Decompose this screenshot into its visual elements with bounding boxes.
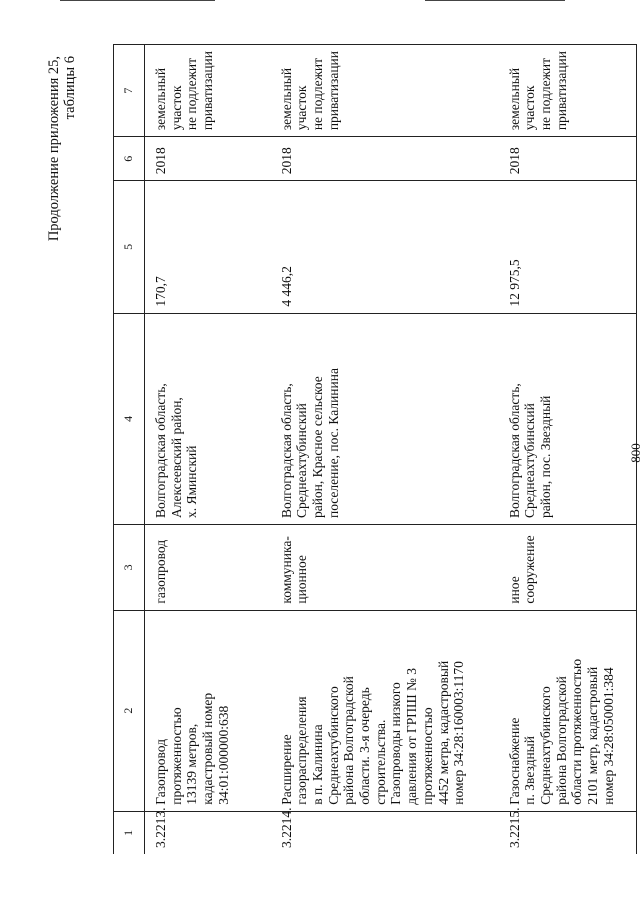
row-number: 3.2214. <box>271 811 499 854</box>
object-location: Волгоградская область, Среднеахтубинский район, пос. Звездный <box>499 313 637 524</box>
property-table <box>113 44 637 854</box>
row-number: 3.2215. <box>499 811 637 854</box>
table-row <box>271 45 499 855</box>
table-caption <box>46 56 78 316</box>
object-location: Волгоградская область, Алексеевский район, х. Яминский <box>145 313 271 524</box>
object-value: 12 975,5 <box>499 181 637 313</box>
row-number: 3.2213. <box>145 811 271 854</box>
col-header-5: 5 <box>114 181 145 313</box>
object-status: земельный участок не подлежит приватизации <box>499 45 637 137</box>
object-name: Газопровод протяженностью 13139 метров, кадастровый номер 34:01:000000:638 <box>145 610 271 811</box>
col-header-4: 4 <box>114 313 145 524</box>
object-name: Расширение газораспределения в п. Калинина Среднеахтубинского района Волгоградской области. 3-я очередь строительства. Газопроводы низкого давления от ГРПШ № 3 протяженностью 4452 метра, кадастровый номер 34:28:160003:1170 <box>271 610 499 811</box>
object-value: 4 446,2 <box>271 181 499 313</box>
col-header-3: 3 <box>114 525 145 611</box>
object-type: газопровод <box>145 525 271 611</box>
col-header-2: 2 <box>114 610 145 811</box>
object-status: земельный участок не подлежит приватизации <box>271 45 499 137</box>
object-year: 2018 <box>499 137 637 181</box>
page-number: 800 <box>628 443 643 463</box>
col-header-6: 6 <box>114 137 145 181</box>
object-year: 2018 <box>145 137 271 181</box>
caption-line-1: Продолжение приложения 25, <box>46 56 62 242</box>
col-header-7: 7 <box>114 45 145 137</box>
table-row <box>499 45 637 855</box>
object-type: иное сооружение <box>499 525 637 611</box>
object-value: 170,7 <box>145 181 271 313</box>
header-row <box>114 45 145 855</box>
table-row <box>145 45 271 855</box>
object-location: Волгоградская область, Среднеахтубинский район, Красное сельское поселение, пос. Калинина <box>271 313 499 524</box>
object-name: Газоснабжение п. Звездный Среднеахтубинского района Волгоградской области протяженностью 2101 метр, кадастровый номер 34:28:050001:384 <box>499 610 637 811</box>
object-type: коммуника- ционное <box>271 525 499 611</box>
caption-line-2: таблицы 6 <box>62 56 78 120</box>
object-status: земельный участок не подлежит приватизации <box>145 45 271 137</box>
col-header-1: 1 <box>114 811 145 854</box>
object-year: 2018 <box>271 137 499 181</box>
